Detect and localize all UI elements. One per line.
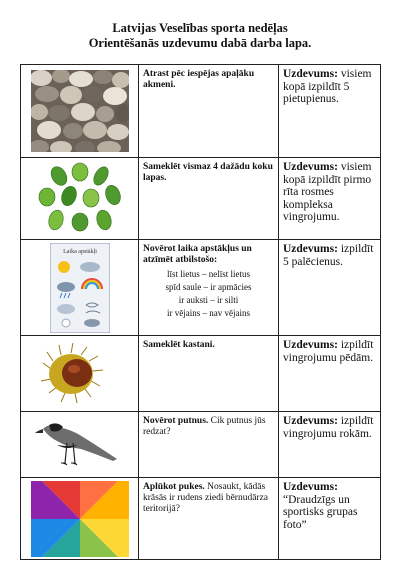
task-cell (279, 336, 381, 412)
page-subtitle: Orientēšanās uzdevumu dabā darba lapa. (88, 36, 312, 50)
task-description-cell (139, 240, 279, 336)
image-cell (21, 158, 139, 240)
weather-option: līst lietus – nelīst lietus (167, 269, 250, 279)
table-row (21, 65, 381, 158)
weather-option: spīd saule – ir apmācies (165, 282, 252, 292)
table-row (21, 478, 381, 560)
task-cell (279, 240, 381, 336)
task-description: Sameklēt vismaz 4 dažādu koku lapas. (143, 162, 273, 183)
table-row (21, 336, 381, 412)
task-text: “Draudzīgs un sportisks grupas foto” (283, 493, 358, 531)
leaves-image (31, 162, 129, 236)
color-wheel-image (31, 481, 129, 557)
task-cell (279, 65, 381, 158)
task-description-cell (139, 158, 279, 240)
crow-image (31, 415, 129, 475)
task-description-cell (139, 336, 279, 412)
weather-poster-image (50, 243, 110, 333)
task-description-rest: Nosaukt, kādās krāsās ir rudens ziedi bērnudārza teritorijā? (143, 482, 269, 514)
task-label: Uzdevums: (283, 68, 338, 80)
task-description-cell (139, 478, 279, 560)
image-cell (21, 336, 139, 412)
task-description: Atrast pēc iespējas apaļāku akmeni. (143, 69, 255, 90)
task-description-cell (139, 65, 279, 158)
task-text: visiem kopā izpildīt 5 pietupienus. (283, 68, 372, 105)
task-text: izpildīt vingrojumu pēdām. (283, 339, 374, 364)
task-text: izpildīt 5 palēcienus. (283, 243, 374, 268)
task-description: Aplūkot pukes. (143, 482, 205, 492)
page-title: Latvijas Veselības sporta nedēļas (112, 21, 288, 35)
poster-title: Laika apstākļi (62, 249, 97, 255)
image-cell (21, 65, 139, 158)
table-row (21, 158, 381, 240)
task-label: Uzdevums: (283, 339, 338, 351)
image-cell (21, 478, 139, 560)
pebbles-image (31, 70, 129, 152)
task-label: Uzdevums: (283, 415, 338, 427)
task-description-cell (139, 412, 279, 478)
task-label: Uzdevums: (283, 243, 338, 255)
task-cell (279, 158, 381, 240)
weather-option: ir auksti – ir silti (178, 295, 239, 305)
weather-option: ir vējains – nav vējains (167, 308, 250, 318)
task-description: Sameklēt kastani. (143, 340, 215, 350)
task-description: Novērot laika apstākļus un atzīmēt atbilstošo: (143, 244, 252, 265)
table-row (21, 412, 381, 478)
task-cell (279, 412, 381, 478)
task-label: Uzdevums: (283, 161, 338, 173)
image-cell (21, 240, 139, 336)
image-cell (21, 412, 139, 478)
chestnut-image (31, 339, 129, 409)
task-label: Uzdevums: (283, 481, 338, 493)
table-row (21, 240, 381, 336)
worksheet-table (20, 64, 381, 560)
task-cell (279, 478, 381, 560)
task-text: visiem kopā izpildīt pirmo rīta rosmes kompleksa vingrojumu. (283, 161, 372, 223)
task-text: izpildīt vingrojumu rokām. (283, 415, 374, 440)
task-description: Novērot putnus. (143, 416, 209, 426)
task-description-rest: Cik putnus jūs redzat? (143, 416, 266, 437)
